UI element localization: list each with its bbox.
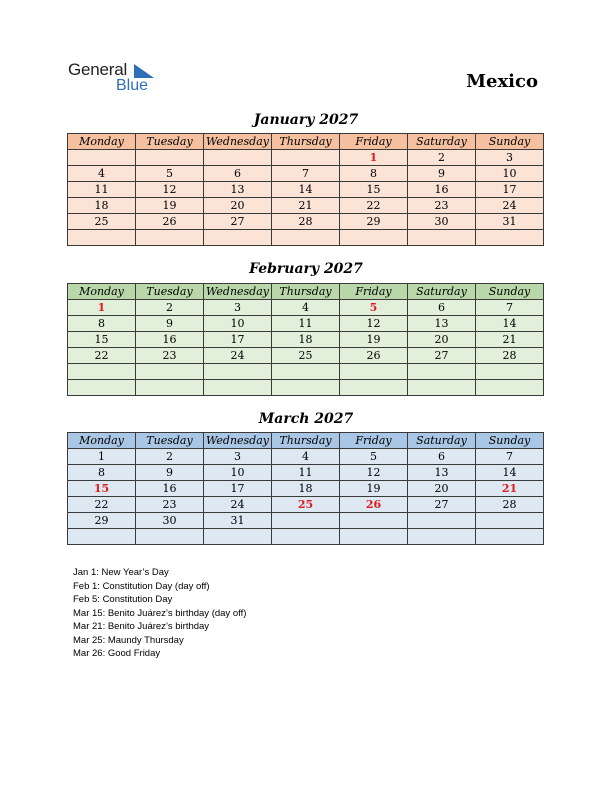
empty-day-cell [408, 529, 476, 545]
week-row [68, 529, 544, 545]
weekday-header: Saturday [408, 284, 476, 300]
day-cell: 23 [136, 497, 204, 513]
weekday-header: Tuesday [136, 134, 204, 150]
calendar-january [67, 133, 544, 246]
day-cell: 21 [476, 481, 544, 497]
day-cell: 10 [204, 316, 272, 332]
day-cell: 28 [272, 214, 340, 230]
day-cell: 24 [476, 198, 544, 214]
day-cell: 3 [204, 449, 272, 465]
week-row [68, 380, 544, 396]
week-row [68, 332, 544, 348]
week-row [68, 364, 544, 380]
logo-text-blue: Blue [116, 77, 149, 94]
day-cell: 6 [408, 449, 476, 465]
day-cell: 19 [136, 198, 204, 214]
empty-day-cell [136, 364, 204, 380]
day-cell: 27 [408, 497, 476, 513]
country-title: Mexico [466, 71, 538, 92]
weekday-header: Sunday [476, 433, 544, 449]
day-cell: 13 [204, 182, 272, 198]
weekday-header: Thursday [272, 433, 340, 449]
holiday-note: Mar 25: Maundy Thursday [73, 634, 184, 646]
empty-day-cell [408, 380, 476, 396]
day-cell: 21 [272, 198, 340, 214]
day-cell: 6 [408, 300, 476, 316]
day-cell: 3 [204, 300, 272, 316]
day-cell: 19 [340, 481, 408, 497]
empty-day-cell [408, 513, 476, 529]
day-cell: 13 [408, 465, 476, 481]
day-cell: 24 [204, 497, 272, 513]
day-cell: 10 [204, 465, 272, 481]
day-cell: 1 [68, 449, 136, 465]
weekday-header-row [68, 284, 544, 300]
empty-day-cell [476, 230, 544, 246]
logo-triangle-icon [134, 64, 154, 78]
empty-day-cell [68, 150, 136, 166]
day-cell: 4 [68, 166, 136, 182]
day-cell: 25 [272, 348, 340, 364]
holiday-note: Mar 21: Benito Juárez’s birthday [73, 621, 210, 632]
day-cell: 19 [340, 332, 408, 348]
day-cell: 17 [476, 182, 544, 198]
day-cell: 30 [136, 513, 204, 529]
month-title-march: March 2027 [258, 411, 354, 427]
day-cell: 26 [136, 214, 204, 230]
logo-text-general: General [68, 60, 128, 79]
day-cell: 13 [408, 316, 476, 332]
day-cell: 25 [272, 497, 340, 513]
day-cell: 11 [272, 316, 340, 332]
brand-logo [68, 60, 158, 96]
day-cell: 14 [272, 182, 340, 198]
empty-day-cell [272, 513, 340, 529]
calendar-february [67, 283, 544, 396]
weekday-header: Tuesday [136, 433, 204, 449]
weekday-header: Wednesday [204, 284, 272, 300]
day-cell: 18 [272, 332, 340, 348]
day-cell: 3 [476, 150, 544, 166]
week-row [68, 449, 544, 465]
month-title-february: February 2027 [249, 261, 363, 277]
empty-day-cell [68, 380, 136, 396]
day-cell: 6 [204, 166, 272, 182]
day-cell: 4 [272, 300, 340, 316]
day-cell: 2 [136, 300, 204, 316]
day-cell: 8 [68, 465, 136, 481]
weekday-header-row [68, 433, 544, 449]
weekday-header: Thursday [272, 284, 340, 300]
week-row [68, 481, 544, 497]
empty-day-cell [204, 380, 272, 396]
holiday-note: Jan 1: New Year’s Day [73, 567, 169, 578]
day-cell: 26 [340, 497, 408, 513]
day-cell: 17 [204, 481, 272, 497]
day-cell: 7 [272, 166, 340, 182]
day-cell: 29 [340, 214, 408, 230]
week-row [68, 214, 544, 230]
empty-day-cell [136, 529, 204, 545]
empty-day-cell [340, 380, 408, 396]
day-cell: 28 [476, 497, 544, 513]
empty-day-cell [408, 364, 476, 380]
weekday-header: Friday [340, 433, 408, 449]
day-cell: 9 [408, 166, 476, 182]
day-cell: 27 [204, 214, 272, 230]
day-cell: 23 [136, 348, 204, 364]
weekday-header: Saturday [408, 134, 476, 150]
empty-day-cell [272, 364, 340, 380]
weekday-header: Tuesday [136, 284, 204, 300]
day-cell: 27 [408, 348, 476, 364]
week-row [68, 465, 544, 481]
day-cell: 12 [340, 316, 408, 332]
day-cell: 20 [204, 198, 272, 214]
day-cell: 18 [272, 481, 340, 497]
week-row [68, 513, 544, 529]
weekday-header: Monday [68, 433, 136, 449]
day-cell: 29 [68, 513, 136, 529]
day-cell: 11 [272, 465, 340, 481]
day-cell: 20 [408, 332, 476, 348]
day-cell: 9 [136, 465, 204, 481]
day-cell: 12 [340, 465, 408, 481]
day-cell: 4 [272, 449, 340, 465]
empty-day-cell [408, 230, 476, 246]
day-cell: 7 [476, 300, 544, 316]
empty-day-cell [204, 529, 272, 545]
holiday-note: Feb 5: Constitution Day [73, 594, 173, 605]
day-cell: 8 [68, 316, 136, 332]
day-cell: 2 [136, 449, 204, 465]
empty-day-cell [136, 380, 204, 396]
empty-day-cell [476, 529, 544, 545]
day-cell: 15 [68, 481, 136, 497]
week-row [68, 150, 544, 166]
empty-day-cell [340, 529, 408, 545]
day-cell: 31 [476, 214, 544, 230]
day-cell: 5 [136, 166, 204, 182]
day-cell: 14 [476, 465, 544, 481]
day-cell: 17 [204, 332, 272, 348]
weekday-header: Monday [68, 134, 136, 150]
holiday-note: Feb 1: Constitution Day (day off) [73, 580, 210, 592]
day-cell: 10 [476, 166, 544, 182]
weekday-header: Friday [340, 284, 408, 300]
empty-day-cell [340, 513, 408, 529]
weekday-header: Friday [340, 134, 408, 150]
day-cell: 22 [340, 198, 408, 214]
week-row [68, 230, 544, 246]
day-cell: 1 [340, 150, 408, 166]
empty-day-cell [136, 150, 204, 166]
day-cell: 22 [68, 497, 136, 513]
day-cell: 16 [408, 182, 476, 198]
day-cell: 23 [408, 198, 476, 214]
week-row [68, 166, 544, 182]
day-cell: 14 [476, 316, 544, 332]
week-row [68, 182, 544, 198]
weekday-header: Saturday [408, 433, 476, 449]
weekday-header: Sunday [476, 134, 544, 150]
weekday-header: Thursday [272, 134, 340, 150]
empty-day-cell [136, 230, 204, 246]
weekday-header-row [68, 134, 544, 150]
day-cell: 22 [68, 348, 136, 364]
empty-day-cell [272, 529, 340, 545]
day-cell: 15 [68, 332, 136, 348]
day-cell: 18 [68, 198, 136, 214]
empty-day-cell [204, 364, 272, 380]
calendar-march [67, 432, 544, 545]
week-row [68, 316, 544, 332]
day-cell: 28 [476, 348, 544, 364]
week-row [68, 300, 544, 316]
holiday-note: Mar 26: Good Friday [73, 648, 161, 659]
empty-day-cell [272, 230, 340, 246]
weekday-header: Wednesday [204, 134, 272, 150]
empty-day-cell [204, 230, 272, 246]
holiday-notes [73, 566, 246, 661]
empty-day-cell [476, 513, 544, 529]
day-cell: 5 [340, 449, 408, 465]
day-cell: 12 [136, 182, 204, 198]
empty-day-cell [68, 230, 136, 246]
day-cell: 1 [68, 300, 136, 316]
empty-day-cell [340, 230, 408, 246]
week-row [68, 497, 544, 513]
empty-day-cell [476, 364, 544, 380]
week-row [68, 348, 544, 364]
empty-day-cell [272, 380, 340, 396]
holiday-note: Mar 15: Benito Juárez’s birthday (day off) [73, 607, 247, 619]
day-cell: 31 [204, 513, 272, 529]
day-cell: 5 [340, 300, 408, 316]
day-cell: 2 [408, 150, 476, 166]
empty-day-cell [68, 529, 136, 545]
day-cell: 8 [340, 166, 408, 182]
weekday-header: Monday [68, 284, 136, 300]
week-row [68, 198, 544, 214]
day-cell: 16 [136, 332, 204, 348]
empty-day-cell [340, 364, 408, 380]
empty-day-cell [272, 150, 340, 166]
day-cell: 25 [68, 214, 136, 230]
day-cell: 24 [204, 348, 272, 364]
weekday-header: Wednesday [204, 433, 272, 449]
day-cell: 21 [476, 332, 544, 348]
empty-day-cell [204, 150, 272, 166]
day-cell: 26 [340, 348, 408, 364]
day-cell: 20 [408, 481, 476, 497]
month-title-january: January 2027 [253, 112, 359, 128]
weekday-header: Sunday [476, 284, 544, 300]
day-cell: 30 [408, 214, 476, 230]
day-cell: 16 [136, 481, 204, 497]
empty-day-cell [476, 380, 544, 396]
day-cell: 15 [340, 182, 408, 198]
day-cell: 9 [136, 316, 204, 332]
day-cell: 7 [476, 449, 544, 465]
empty-day-cell [68, 364, 136, 380]
day-cell: 11 [68, 182, 136, 198]
